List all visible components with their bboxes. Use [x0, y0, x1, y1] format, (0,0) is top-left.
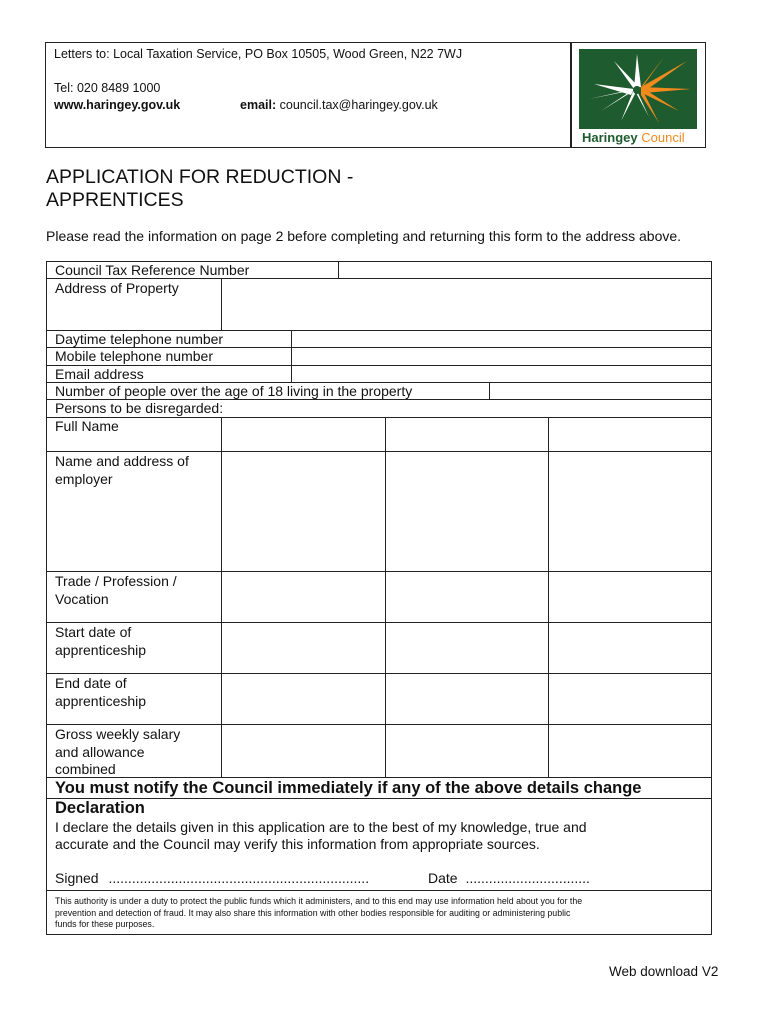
address-label: Address of Property — [55, 280, 179, 296]
signature-field[interactable]: ................................................................... — [108, 870, 370, 886]
declaration-heading: Declaration — [55, 799, 145, 817]
start-date-label-line: apprenticeship — [55, 641, 147, 658]
letters-address: to: Local Taxation Service, PO Box 10505, Wood Green, N22 7WJ — [95, 47, 463, 61]
fraud-notice-line: prevention and detection of fraud. It may also share this information with other bodies responsible for auditing or administering public — [55, 907, 571, 918]
declaration-text-line: I declare the details given in this application are to the best of my knowledge, true and — [55, 819, 587, 835]
council-tax-ref-label: Council Tax Reference Number — [55, 262, 250, 278]
logo-brand-suffix: Council — [641, 130, 685, 145]
fraud-notice-line: This authority is under a duty to protect the public funds which it administers, and to this end may use information held about you for the — [55, 896, 583, 906]
end-date-label-line: apprenticeship — [55, 692, 147, 709]
letters-label: Letters — [54, 47, 93, 61]
date-label: Date — [428, 870, 458, 886]
salary-label — [55, 726, 180, 779]
tel-label: Tel: — [54, 81, 74, 95]
start-date-label — [55, 624, 146, 659]
tel-line — [54, 80, 160, 96]
tel-value: 020 8489 1000 — [76, 81, 161, 95]
haringey-logo — [579, 49, 697, 147]
title-line-1: APPLICATION FOR REDUCTION - — [46, 166, 354, 188]
signature-line — [55, 870, 369, 887]
salary-label-line: and allowance — [55, 743, 145, 760]
persons-disregarded-label: Persons to be disregarded: — [55, 400, 224, 416]
row-divider — [46, 890, 712, 891]
trade-label-line: Vocation — [55, 590, 109, 607]
trade-label-line: Trade / Profession / — [55, 573, 177, 589]
col-divider — [548, 417, 549, 777]
email-value[interactable]: council.tax@haringey.gov.uk — [279, 98, 438, 112]
date-line — [428, 870, 590, 887]
col-divider — [385, 417, 386, 777]
employer-label-line: Name and address of — [55, 453, 189, 469]
email-input[interactable] — [292, 366, 711, 382]
employer-label-line: employer — [55, 470, 113, 487]
council-tax-ref-input[interactable] — [339, 262, 711, 278]
end-date-label-line: End date of — [55, 675, 127, 691]
logo-text — [582, 129, 685, 146]
num-people-label: Number of people over the age of 18 living in the property — [55, 383, 413, 399]
row-divider — [46, 724, 712, 725]
daytime-phone-input[interactable] — [292, 331, 711, 347]
letters-line — [54, 46, 462, 62]
trade-label — [55, 573, 177, 608]
row-divider — [46, 798, 712, 799]
signed-label: Signed — [55, 870, 99, 886]
salary-label-line: Gross weekly salary — [55, 726, 181, 742]
start-date-label-line: Start date of — [55, 624, 132, 640]
date-field[interactable]: ................................ — [465, 870, 590, 886]
mobile-phone-input[interactable] — [292, 348, 711, 365]
website-link[interactable]: www.haringey.gov.uk — [54, 98, 181, 112]
email-line — [240, 97, 438, 113]
fraud-notice — [55, 896, 705, 931]
employer-label — [55, 453, 189, 488]
row-divider — [46, 622, 712, 623]
page-title — [46, 166, 353, 212]
title-line-2: APPRENTICES — [46, 189, 184, 211]
row-divider — [46, 451, 712, 452]
change-notice: You must notify the Council immediately if any of the above details change — [55, 779, 642, 797]
intro-text: Please read the information on page 2 before completing and returning this form to the address above. — [46, 228, 682, 244]
email-label: email: — [240, 98, 277, 112]
salary-label-line: combined — [55, 761, 116, 777]
end-date-label — [55, 675, 146, 710]
logo-brand: Haringey — [582, 130, 638, 145]
col-divider — [221, 417, 222, 777]
row-divider — [46, 571, 712, 572]
row-divider — [46, 673, 712, 674]
declaration-text-line: accurate and the Council may verify this information from appropriate sources. — [55, 836, 540, 852]
daytime-phone-label: Daytime telephone number — [55, 331, 224, 347]
fraud-notice-line: funds for these purposes. — [55, 919, 155, 929]
footer-version: Web download V2 — [609, 964, 719, 979]
property-address-input[interactable] — [222, 279, 711, 330]
mobile-phone-label: Mobile telephone number — [55, 348, 213, 364]
email-label-field: Email address — [55, 366, 144, 382]
declaration-text — [55, 819, 587, 853]
num-people-input[interactable] — [490, 383, 711, 399]
full-name-label: Full Name — [55, 418, 119, 434]
